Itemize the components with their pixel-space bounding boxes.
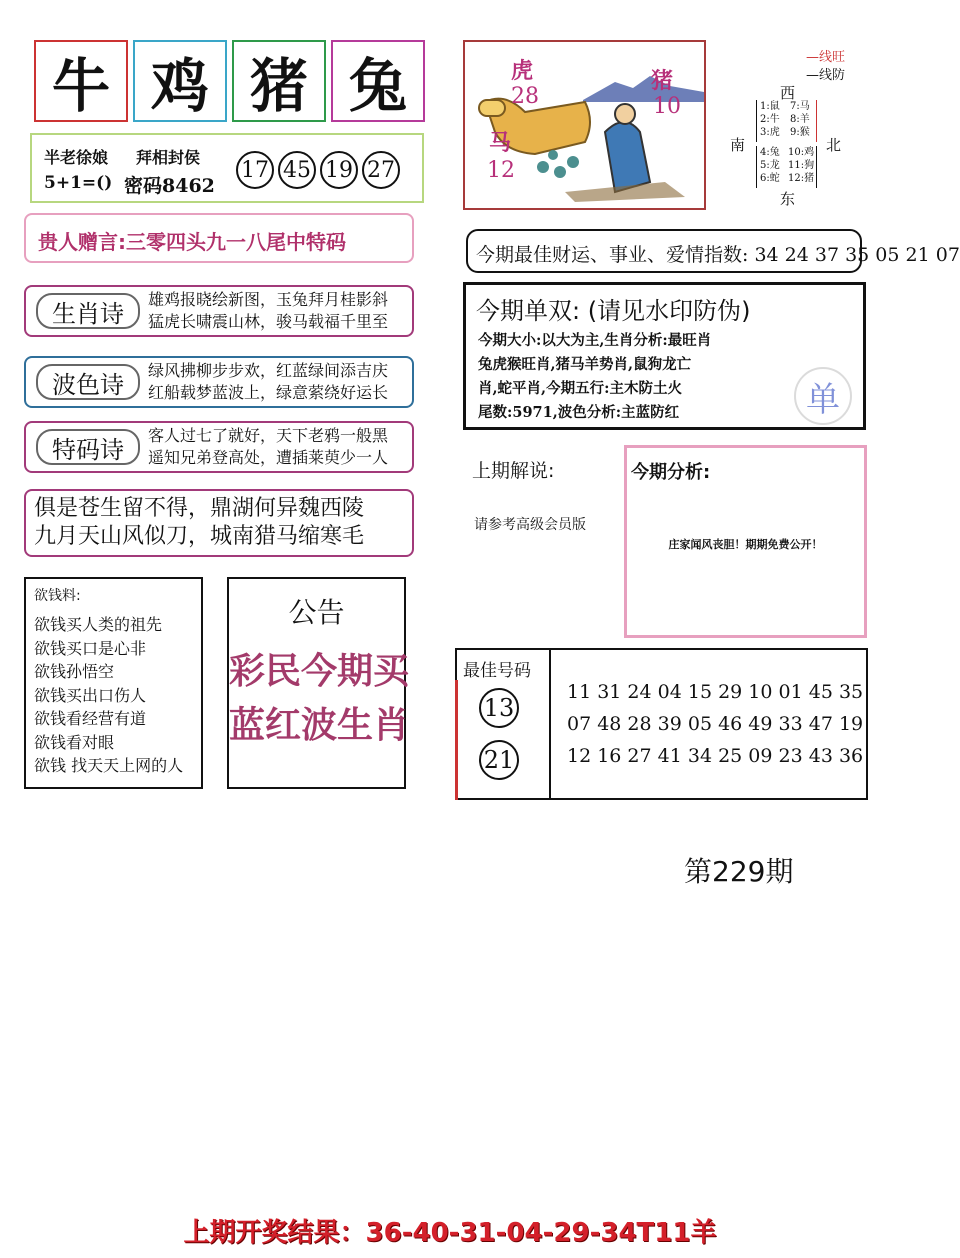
notice-box bbox=[227, 577, 410, 789]
big-poem-box bbox=[24, 489, 414, 557]
zodiac-box-3: 猪 bbox=[232, 40, 326, 122]
label-tiger: 虎 bbox=[511, 58, 534, 84]
compass-cell: 11:狗 bbox=[788, 160, 815, 171]
poem-line: 雄鸡报晓绘新图，玉兔拜月桂影斜 bbox=[148, 290, 389, 309]
yuqian-title: 欲钱料: bbox=[34, 588, 81, 604]
yuqian-item: 欲钱买出口伤人 bbox=[34, 685, 147, 705]
fortune-text: 今期最佳财运、事业、爱情指数: 34 24 37 35 05 21 07 bbox=[476, 244, 960, 266]
poem-box-shengxiao bbox=[24, 285, 414, 337]
label-pig-num: 10 bbox=[653, 94, 681, 119]
watermark-stamp: 单 bbox=[794, 367, 852, 425]
ball bbox=[567, 156, 579, 168]
circled-number: 19 bbox=[320, 151, 358, 189]
label-pig: 猪 bbox=[651, 68, 674, 94]
yuqian-item: 欲钱看对眼 bbox=[34, 732, 115, 752]
illustration-box bbox=[463, 40, 706, 210]
guiren-box bbox=[24, 213, 414, 263]
legend-fang: —线防 bbox=[806, 68, 846, 83]
compass-cell: 12:猪 bbox=[788, 173, 815, 184]
compass-cell: 6:蛇 bbox=[760, 173, 780, 184]
best-numbers-box bbox=[455, 648, 868, 800]
legend-wang: —线旺 bbox=[806, 50, 846, 65]
riddle-circled-numbers bbox=[236, 151, 404, 189]
compass-col3 bbox=[760, 146, 780, 185]
yuqian-item: 欲钱孙悟空 bbox=[34, 662, 115, 681]
best-number-row: 07 48 28 39 05 46 49 33 47 19 bbox=[567, 713, 864, 735]
poem-label: 特码诗 bbox=[36, 429, 140, 465]
mountain-shape bbox=[583, 76, 704, 102]
poem-label: 生肖诗 bbox=[36, 293, 140, 329]
zodiac-box-4: 兔 bbox=[331, 40, 425, 122]
poem-line: 红船载梦蓝波上，绿意萦绕好运长 bbox=[148, 383, 389, 402]
big-poem-text bbox=[34, 495, 364, 551]
compass-cell: 10:鸡 bbox=[788, 147, 815, 158]
big-poem-line: 九月天山风似刀，城南猎马缩寒毛 bbox=[34, 524, 365, 549]
poem-line: 猛虎长啸震山林，骏马载福千里至 bbox=[148, 312, 389, 331]
best-number-row: 12 16 27 41 34 25 09 23 43 36 bbox=[567, 745, 864, 767]
poem-box-tema bbox=[24, 421, 414, 473]
last-result: 上期开奖结果：36-40-31-04-29-34T11羊 bbox=[183, 1218, 717, 1248]
riddle-box bbox=[30, 133, 424, 203]
danshuang-line: 兔虎猴旺肖,猪马羊势肖,鼠狗龙亡 bbox=[478, 356, 692, 373]
poem-label: 波色诗 bbox=[36, 364, 140, 400]
fortune-box bbox=[466, 229, 960, 273]
analysis-title: 今期分析: bbox=[631, 462, 711, 483]
compass-cell: 5:龙 bbox=[760, 160, 780, 171]
notice-line2: 蓝红波生肖 bbox=[229, 704, 410, 746]
guiren-text: 贵人赠言:三零四头九一八尾中特码 bbox=[38, 230, 346, 254]
yuqian-list bbox=[34, 613, 183, 778]
circled-number: 45 bbox=[278, 151, 316, 189]
compass-col4 bbox=[788, 146, 814, 185]
compass-cell: 2:牛 bbox=[760, 114, 780, 125]
danshuang-line: 今期大小:以大为主,生肖分析:最旺肖 bbox=[478, 332, 712, 349]
compass-cell: 1:鼠 bbox=[760, 101, 780, 112]
poem-line: 绿风拂柳步步欢，红蓝绿间添吉庆 bbox=[148, 361, 389, 380]
riddle-line2b: 密码8462 bbox=[124, 175, 215, 197]
poem-text bbox=[148, 289, 388, 333]
zodiac-box-1: 牛 bbox=[34, 40, 128, 122]
riddle-line1b: 拜相封侯 bbox=[136, 148, 201, 167]
zodiac-box-2: 鸡 bbox=[133, 40, 227, 122]
circled-number: 27 bbox=[362, 151, 400, 189]
compass-east: 东 bbox=[780, 190, 796, 208]
compass-col1 bbox=[760, 100, 780, 139]
danshuang-lines bbox=[478, 329, 711, 425]
poem-line: 客人过七了就好，天下老鸦一般黑 bbox=[148, 426, 389, 445]
ball bbox=[548, 150, 558, 160]
notice-line1: 彩民今期买 bbox=[229, 650, 410, 692]
scroll-roll bbox=[479, 100, 505, 116]
compass-cell: 3:虎 bbox=[760, 127, 780, 138]
compass-north: 北 bbox=[826, 136, 842, 154]
poem-text bbox=[148, 360, 388, 404]
compass-col2 bbox=[790, 100, 810, 139]
best-number-row: 11 31 24 04 15 29 10 01 45 35 bbox=[567, 681, 864, 703]
best-circled-number: 13 bbox=[479, 688, 519, 728]
yuqian-item: 欲钱买口是心非 bbox=[34, 638, 147, 658]
label-horse-num: 12 bbox=[487, 158, 515, 183]
circled-number: 17 bbox=[236, 151, 274, 189]
yuqian-box bbox=[24, 577, 203, 789]
yuqian-item: 欲钱买人类的祖先 bbox=[34, 615, 163, 634]
compass-south: 南 bbox=[730, 136, 746, 154]
analysis-box bbox=[624, 445, 867, 638]
riddle-line1a: 半老徐娘 bbox=[44, 148, 109, 167]
danshuang-line: 尾数:5971,波色分析:主蓝防红 bbox=[478, 404, 680, 421]
riddle-line2a: 5+1=() bbox=[44, 173, 113, 193]
poem-text bbox=[148, 425, 388, 469]
figure-head bbox=[615, 104, 635, 124]
compass-cell: 4:兔 bbox=[760, 147, 780, 158]
ball bbox=[554, 166, 566, 178]
compass-cell: 8:羊 bbox=[790, 114, 810, 125]
compass-cell: 7:马 bbox=[790, 101, 810, 112]
compass-cell: 9:猴 bbox=[790, 127, 810, 138]
compass bbox=[726, 46, 886, 206]
big-poem-line: 俱是苍生留不得，鼎湖何异魏西陵 bbox=[34, 496, 365, 521]
danshuang-title: 今期单双: (请见水印防伪) bbox=[476, 297, 751, 325]
notice-title: 公告 bbox=[288, 596, 345, 629]
last-explain-text: 请参考高级会员版 bbox=[474, 517, 586, 533]
label-tiger-num: 28 bbox=[511, 84, 539, 109]
yuqian-item: 欲钱看经营有道 bbox=[34, 709, 147, 728]
danshuang-box bbox=[463, 282, 866, 430]
poem-box-bose bbox=[24, 356, 414, 408]
issue-number: 第229期 bbox=[684, 855, 794, 888]
danshuang-line: 肖,蛇平肖,今期五行:主木防土火 bbox=[478, 380, 682, 397]
last-explain-title: 上期解说: bbox=[472, 460, 555, 482]
yuqian-item: 欲钱 找天天上网的人 bbox=[34, 756, 184, 775]
ball bbox=[537, 161, 549, 173]
best-title: 最佳号码 bbox=[463, 661, 531, 681]
figure-body bbox=[605, 122, 650, 192]
best-circled-number: 21 bbox=[479, 740, 519, 780]
compass-west: 西 bbox=[780, 84, 796, 102]
label-horse: 马 bbox=[489, 130, 512, 156]
best-number-rows bbox=[567, 676, 863, 772]
poem-line: 遥知兄弟登高处，遭插莱萸少一人 bbox=[148, 448, 389, 467]
analysis-text: 庄家闻风丧胆！期期免费公开！ bbox=[668, 538, 823, 551]
